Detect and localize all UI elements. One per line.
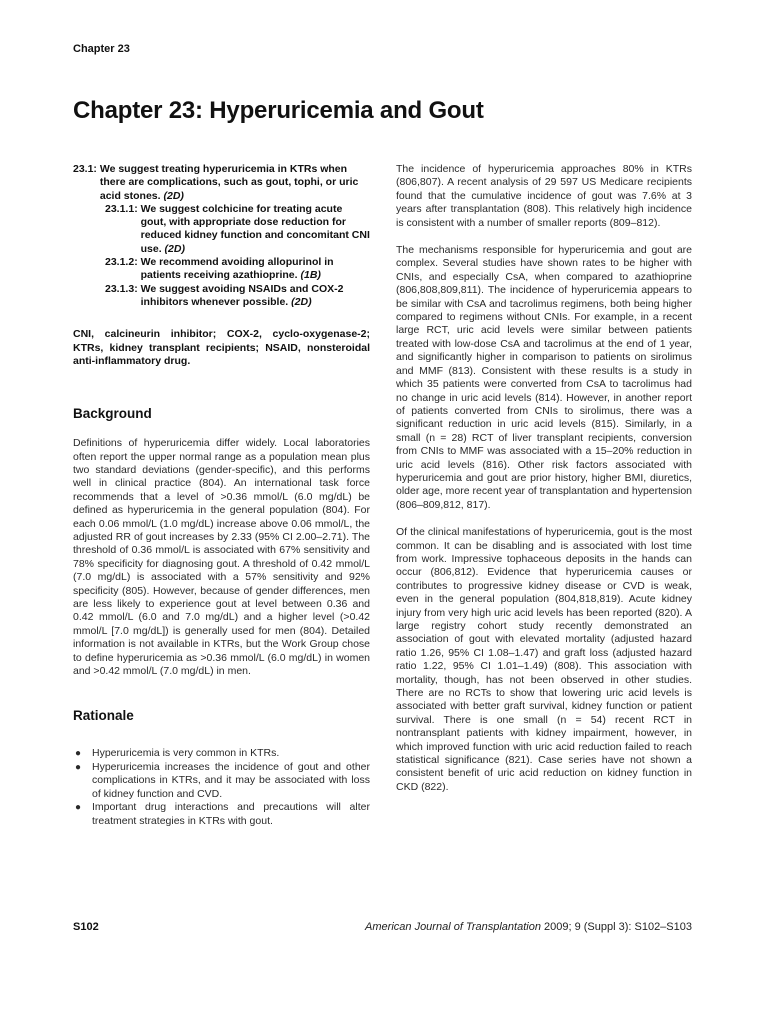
background-paragraph: Definitions of hyperuricemia differ widely. Local laboratories often report the upper normal range as a population mean plus two standard deviations (gender-specific), and this performs well in clinical practice (804). An international task force recommends that a level of >0.36 mmol/L (6.0 mg/dL) be defined as hyperuricemia in the general population (804). For each 0.06 mmol/L (1.0 mg/dL) increase above 0.06 mmol/L, the adjusted RR of gout increases by 2.33 (95% CI 2.00–2.71). The threshold of 0.36 mmol/L is associated with 67% sensitivity and 78% specificity for diagnosing gout. A threshold of 0.42 mmol/L (7.0 mg/dL) is associated with a 57% sensitivity and 92% specificity (805). However, because of gender differences, men are less likely to experience gout at level between 0.36 and 0.42 mmol/L (6.0 and 7.0 mg/dL) and a higher level (>0.42 mmol/L [7.0 mg/dL]) is generally used for men (804). Detailed information is not available in KTRs, but the Work Group chose to define hyperuricemia as >0.36 mmol/L (6.0 mg/dL) in women and >0.42 mmol/L (7.0 mg/dL) in men. bbox=[73, 437, 370, 678]
recommendation-body: We recommend avoiding allopurinol in patients receiving azathioprine. bbox=[140, 256, 334, 282]
recommendation-text bbox=[100, 163, 370, 203]
left-column bbox=[73, 163, 370, 828]
recommendation-23-1-2 bbox=[105, 256, 370, 283]
rationale-heading: Rationale bbox=[73, 708, 134, 724]
recommendation-list bbox=[73, 163, 370, 309]
bullet-item bbox=[73, 761, 370, 801]
recommendation-text bbox=[141, 256, 370, 283]
clinical-manifestations-paragraph: Of the clinical manifestations of hyperuricemia, gout is the most common. It can be disabling and is associated with lost time from work. Impressive tophaceous deposits in the hands can occur (806,812). Evidence that hyperuricemia causes or contributes to progressive kidney disease or CVD is weak, even in the general population (804,818,819). Acute kidney injury from very high uric acid levels has been reported (820). A large registry cohort study recently demonstrated an association of gout with elevated mortality (adjusted hazard ratio 1.26, 95% CI 1.08–1.47) and graft loss (adjusted hazard ratio 1.22, 95% CI 1.01–1.49) (808). This association with mortality, though, has not been observed in other studies. There are no RCTs to show that lowering uric acid levels is associated with better graft survival, kidney function or patient survival. There is one small (n = 54) recent RCT in nontransplant patients with kidney impairment, however, in which improved function with uric acid reduction failed to reach statistical significance (821). Case series have not shown a consistent benefit of uric acid reduction on kidney function in CKD (822). bbox=[396, 526, 692, 793]
recommendation-number: 23.1.3: bbox=[105, 282, 141, 295]
recommendation-number: 23.1.1: bbox=[105, 202, 141, 215]
running-head: Chapter 23 bbox=[73, 43, 130, 55]
incidence-paragraph: The incidence of hyperuricemia approaches 80% in KTRs (806,807). A recent analysis of 29 597 US Medicare recipients found that the cumulative incidence of gout was 7.6% at 3 years after transplantation (808). This relatively high incidence is consistent with a number of smaller reports (809–812). bbox=[396, 163, 692, 229]
bullet-icon: ● bbox=[75, 748, 82, 760]
bullet-icon: ● bbox=[75, 802, 82, 814]
citation-details: 2009; 9 (Suppl 3): S102–S103 bbox=[540, 921, 692, 933]
evidence-grade: (2D) bbox=[163, 189, 184, 202]
bullet-item bbox=[73, 747, 370, 760]
recommendation-body: We suggest avoiding NSAIDs and COX-2 inhibitors whenever possible. bbox=[140, 282, 344, 308]
recommendation-23-1-3 bbox=[105, 283, 370, 310]
evidence-grade: (2D) bbox=[291, 295, 312, 308]
recommendation-23-1 bbox=[73, 163, 370, 203]
evidence-grade: (2D) bbox=[164, 242, 185, 255]
mechanisms-paragraph: The mechanisms responsible for hyperuricemia and gout are complex. Several studies have shown rates to be higher with CNIs, and especially CsA, when compared to azathioprine (806,808,809,811). The incidence of hyperuricemia appears to be similar with CsA and tacrolimus regimens, both being higher compared to regimens without CNIs. For example, in a recent large RCT, uric acid levels were similar between patients treated with low-dose CsA and tacrolimus at the end of 1 year, and significantly higher in comparison to patients on sirolimus and MMF (813). Consistent with these results is a study in which 35 patients were converted from CsA to tacrolimus had no change in uric acid levels (814). However, in another report of patients converted from CNIs to sirolimus, there was a significant reduction in uric acid levels (815). Similarly, in a small (n = 28) RCT of liver transplant recipients, conversion from CNIs to MMF was associated with a 15–20% reduction in uric acid levels (816). Other risk factors associated with hyperuricemia and gout are prior history, higher BMI, diuretics, older age, more recent year of transplantation and hypertension (806–809,812, 817). bbox=[396, 244, 692, 511]
recommendation-number: 23.1.2: bbox=[105, 256, 141, 269]
abbreviations: CNI, calcineurin inhibitor; COX-2, cyclo-oxygenase-2; KTRs, kidney transplant recipients; NSAID, nonsteroidal anti-inflammatory drug. bbox=[73, 328, 370, 367]
recommendation-number: 23.1: bbox=[73, 163, 100, 175]
page-number: S102 bbox=[73, 921, 99, 933]
recommendation-text bbox=[141, 203, 370, 256]
bullet-text: Hyperuricemia increases the incidence of gout and other complications in KTRs, and it may be associated with loss of kidney function and CVD. bbox=[92, 760, 370, 800]
bullet-icon: ● bbox=[75, 761, 82, 773]
right-column bbox=[396, 163, 692, 794]
evidence-grade: (1B) bbox=[300, 269, 321, 282]
background-heading: Background bbox=[73, 406, 152, 422]
rationale-bullet-list bbox=[73, 747, 370, 827]
bullet-text: Hyperuricemia is very common in KTRs. bbox=[92, 747, 280, 760]
journal-citation bbox=[365, 921, 692, 933]
recommendation-body: We suggest treating hyperuricemia in KTRs when there are complications, such as gout, tophi, or uric acid stones. bbox=[99, 163, 359, 202]
recommendation-body: We suggest colchicine for treating acute gout, with appropriate dose reduction for reduced kidney function and concomitant CNI use. bbox=[140, 202, 370, 255]
recommendation-23-1-1 bbox=[105, 203, 370, 256]
recommendation-text bbox=[141, 283, 370, 310]
bullet-item bbox=[73, 801, 370, 828]
journal-name: American Journal of Transplantation bbox=[365, 921, 541, 933]
chapter-title: Chapter 23: Hyperuricemia and Gout bbox=[73, 97, 484, 124]
bullet-text: Important drug interactions and precautions will alter treatment strategies in KTRs with gout. bbox=[92, 801, 370, 827]
